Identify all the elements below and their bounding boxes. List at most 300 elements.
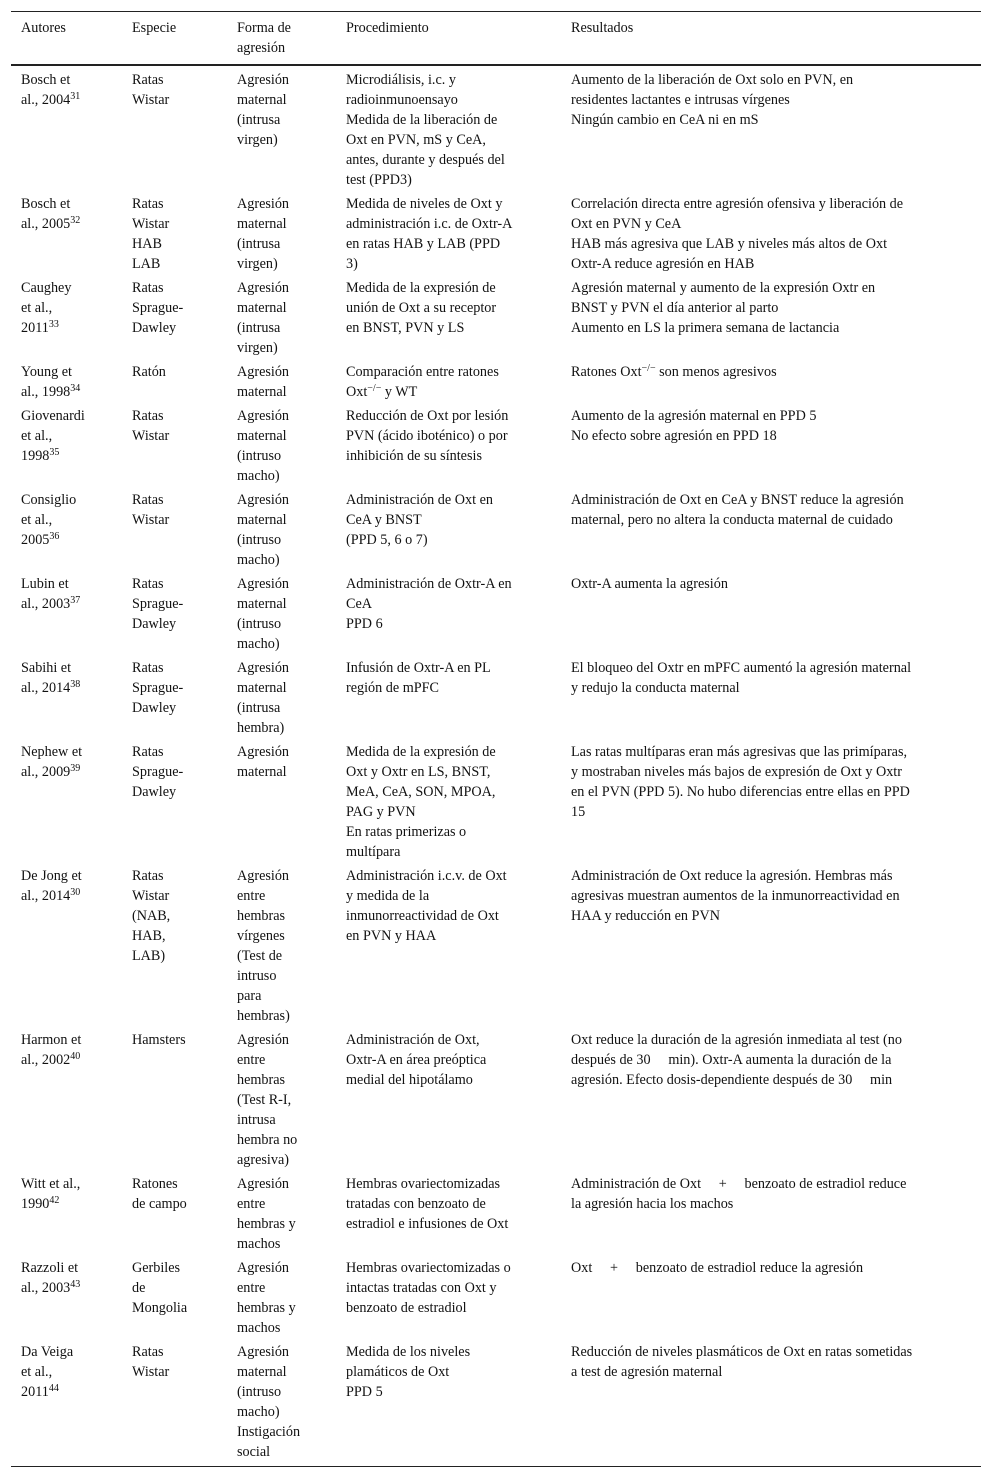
cell-line: Ratas (132, 660, 164, 676)
cell-line: Sprague- (132, 300, 184, 316)
cell-procedimiento (336, 276, 561, 360)
cell-line: Wistar (132, 512, 170, 528)
cell-forma (227, 1340, 336, 1467)
cell-especie (122, 1172, 227, 1256)
cell-autores (11, 572, 122, 656)
cell-especie (122, 192, 227, 276)
author-line: et al., (21, 1364, 53, 1380)
header-procedimiento-label: Procedimiento (346, 20, 429, 36)
table-row (11, 65, 981, 192)
cell-line: (intrusa (237, 700, 281, 716)
cell-line: agresiva) (237, 1152, 289, 1168)
cell-line: maternal (237, 384, 287, 400)
author-text: al., 2014 (21, 888, 71, 904)
cell-line: Ratas (132, 576, 164, 592)
cell-line: (PPD 5, 6 o 7) (346, 532, 428, 548)
header-procedimiento (336, 12, 561, 66)
cell-procedimiento (336, 360, 561, 404)
cell-line: 3) (346, 256, 358, 272)
table-row (11, 192, 981, 276)
author-line: Razzoli et (21, 1260, 79, 1276)
cell-forma (227, 1256, 336, 1340)
cell-line: hembras y (237, 1300, 296, 1316)
cell-line: test (PPD3) (346, 172, 412, 188)
cell-line: vírgenes (237, 928, 285, 944)
cell-line: en BNST, PVN y LS (346, 320, 465, 336)
author-line (21, 214, 114, 234)
cell-procedimiento (336, 1340, 561, 1467)
cell-line: Aumento de la liberación de Oxt solo en PVN, en (571, 72, 854, 88)
author-line: Sabihi et (21, 660, 72, 676)
cell-line: Wistar (132, 216, 170, 232)
cell-line: Ratones (132, 1176, 178, 1192)
cell-line: macho) (237, 468, 280, 484)
cell-procedimiento (336, 864, 561, 1028)
cell-line: Oxtr-A aumenta la agresión (571, 576, 728, 592)
cell-forma (227, 740, 336, 864)
cell-line: LAB) (132, 948, 166, 964)
cell-line: Infusión de Oxtr-A en PL (346, 660, 491, 676)
cell-line: maternal (237, 680, 287, 696)
cell-procedimiento (336, 1172, 561, 1256)
cell-line: residentes lactantes e intrusas vírgenes (571, 92, 790, 108)
author-line: Harmon et (21, 1032, 82, 1048)
cell-line: entre (237, 888, 266, 904)
cell-line: (intrusa (237, 112, 281, 128)
cell-line: Agresión (237, 1032, 290, 1048)
cell-forma (227, 192, 336, 276)
table-row (11, 864, 981, 1028)
author-text: al., 1998 (21, 384, 71, 400)
header-autores (11, 12, 122, 66)
table-row (11, 656, 981, 740)
cell-line: hembra no (237, 1132, 298, 1148)
reference-number: 34 (70, 383, 81, 394)
table-row (11, 1028, 981, 1172)
cell-line: y medida de la (346, 888, 430, 904)
cell-line: Agresión (237, 1344, 290, 1360)
cell-resultados (561, 65, 981, 192)
cell-line: Agresión (237, 1260, 290, 1276)
reference-number: 39 (70, 763, 81, 774)
cell-line: entre (237, 1052, 266, 1068)
cell-line: hembras y (237, 1216, 296, 1232)
cell-line: Administración de Oxt reduce la agresión. Hembras más (571, 868, 893, 884)
cell-line: HAB (132, 236, 162, 252)
cell-line: Oxt en PVN y CeA (571, 216, 682, 232)
cell-line: intactas tratadas con Oxt y (346, 1280, 497, 1296)
cell-line: Administración de Oxtr-A en (346, 576, 512, 592)
table-row (11, 276, 981, 360)
author-line: et al., (21, 428, 53, 444)
cell-line: tratadas con benzoato de (346, 1196, 486, 1212)
author-line (21, 382, 114, 402)
cell-especie (122, 65, 227, 192)
cell-line: Wistar (132, 888, 170, 904)
cell-line: (intruso (237, 448, 282, 464)
table-container (11, 11, 981, 1467)
cell-especie (122, 1028, 227, 1172)
table-row (11, 360, 981, 404)
cell-line: 15 (571, 804, 586, 820)
cell-line: Reducción de niveles plasmáticos de Oxt en ratas sometidas (571, 1344, 913, 1360)
cell-line: Oxtr-A en área preóptica (346, 1052, 487, 1068)
cell-autores (11, 276, 122, 360)
author-text: al., 2003 (21, 1280, 71, 1296)
cell-line: No efecto sobre agresión en PPD 18 (571, 428, 777, 444)
cell-line: Dawley (132, 616, 177, 632)
reference-number: 33 (48, 319, 59, 330)
cell-line: Sprague- (132, 596, 184, 612)
cell-line: Dawley (132, 320, 177, 336)
cell-line: maternal (237, 92, 287, 108)
cell-line: Hembras ovariectomizadas (346, 1176, 501, 1192)
cell-line: macho) (237, 636, 280, 652)
author-text: 2011 (21, 320, 49, 336)
cell-forma (227, 572, 336, 656)
author-line (21, 446, 114, 466)
author-line (21, 678, 114, 698)
cell-line: en el PVN (PPD 5). No hubo diferencias entre ellas en PPD (571, 784, 910, 800)
author-line (21, 1050, 114, 1070)
cell-line: estradiol e infusiones de Oxt (346, 1216, 509, 1232)
cell-especie (122, 1340, 227, 1467)
author-text: 2005 (21, 532, 50, 548)
cell-line: (intruso (237, 616, 282, 632)
author-line: Young et (21, 364, 72, 380)
cell-autores (11, 65, 122, 192)
cell-line: Agresión (237, 280, 290, 296)
cell-line: Oxt + benzoato de estradiol reduce la agresión (571, 1260, 864, 1276)
cell-line: macho) (237, 1404, 280, 1420)
cell-line: (intrusa (237, 320, 281, 336)
cell-line: virgen) (237, 132, 278, 148)
cell-line: para (237, 988, 262, 1004)
header-forma-label: Forma de (237, 20, 291, 36)
cell-line: agresivas muestran aumentos de la inmunorreactividad en (571, 888, 900, 904)
cell-line: maternal (237, 596, 287, 612)
cell-line: HAB más agresiva que LAB y niveles más altos de Oxt (571, 236, 888, 252)
author-line (21, 594, 114, 614)
cell-procedimiento (336, 1028, 561, 1172)
cell-resultados (561, 192, 981, 276)
cell-line: CeA (346, 596, 373, 612)
cell-procedimiento (336, 65, 561, 192)
cell-line: Wistar (132, 92, 170, 108)
cell-line: HAA y reducción en PVN (571, 908, 720, 924)
reference-number: 35 (49, 447, 60, 458)
cell-resultados (561, 864, 981, 1028)
cell-line: Agresión (237, 72, 290, 88)
cell-line: El bloqueo del Oxtr en mPFC aumentó la agresión maternal (571, 660, 912, 676)
reference-number: 31 (70, 91, 81, 102)
cell-line: Agresión (237, 196, 290, 212)
author-text: 2011 (21, 1384, 49, 1400)
cell-especie (122, 1256, 227, 1340)
cell-line: maternal (237, 512, 287, 528)
cell-line: administración i.c. de Oxtr-A (346, 216, 513, 232)
cell-resultados (561, 360, 981, 404)
cell-line: Dawley (132, 700, 177, 716)
cell-line: unión de Oxt a su receptor (346, 300, 497, 316)
cell-line: virgen) (237, 340, 278, 356)
superscript: −/− (641, 363, 656, 374)
cell-line: maternal (237, 1364, 287, 1380)
header-row (11, 12, 981, 66)
cell-line: en PVN y HAA (346, 928, 437, 944)
cell-line: Hembras ovariectomizadas o (346, 1260, 511, 1276)
cell-line: Oxt y Oxtr en LS, BNST, (346, 764, 491, 780)
cell-line: en ratas HAB y LAB (PPD (346, 236, 501, 252)
cell-line: y redujo la conducta maternal (571, 680, 740, 696)
cell-text: y WT (381, 384, 418, 400)
cell-line: Comparación entre ratones (346, 364, 499, 380)
author-text: al., 2009 (21, 764, 71, 780)
cell-autores (11, 360, 122, 404)
table-row (11, 572, 981, 656)
author-text: al., 2002 (21, 1052, 71, 1068)
author-line: Da Veiga (21, 1344, 74, 1360)
cell-especie (122, 572, 227, 656)
cell-resultados (561, 1256, 981, 1340)
cell-text: Ratones Oxt (571, 364, 642, 380)
cell-autores (11, 1172, 122, 1256)
author-text: al., 2005 (21, 216, 71, 232)
cell-line: Ratas (132, 280, 164, 296)
cell-procedimiento (336, 192, 561, 276)
cell-line: maternal (237, 216, 287, 232)
cell-autores (11, 864, 122, 1028)
cell-especie (122, 864, 227, 1028)
cell-line: Medida de la expresión de (346, 744, 496, 760)
cell-line: Agresión (237, 408, 290, 424)
cell-resultados (561, 572, 981, 656)
cell-line: antes, durante y después del (346, 152, 505, 168)
author-line: De Jong et (21, 868, 82, 884)
reference-number: 30 (70, 887, 81, 898)
cell-line: Wistar (132, 1364, 170, 1380)
cell-forma (227, 488, 336, 572)
cell-line: inhibición de su síntesis (346, 448, 482, 464)
table-row (11, 1340, 981, 1467)
cell-line: Medida de la expresión de (346, 280, 496, 296)
author-line (21, 762, 114, 782)
cell-forma (227, 656, 336, 740)
author-line: et al., (21, 512, 53, 528)
cell-line: Wistar (132, 428, 170, 444)
cell-line: Ratas (132, 72, 164, 88)
cell-line: Agresión (237, 576, 290, 592)
author-line (21, 90, 114, 110)
cell-line: Oxt reduce la duración de la agresión inmediata al test (no (571, 1032, 902, 1048)
table-row (11, 404, 981, 488)
cell-procedimiento (336, 572, 561, 656)
header-forma-label: agresión (237, 40, 286, 56)
cell-line: Agresión (237, 1176, 290, 1192)
cell-line: Ratas (132, 408, 164, 424)
author-line (21, 1194, 114, 1214)
cell-text: Oxt (346, 384, 368, 400)
cell-line: Ratas (132, 1344, 164, 1360)
cell-line (571, 362, 973, 382)
reference-number: 42 (49, 1195, 60, 1206)
reference-number: 43 (70, 1279, 81, 1290)
cell-line: benzoato de estradiol (346, 1300, 467, 1316)
cell-procedimiento (336, 404, 561, 488)
author-line: Lubin et (21, 576, 69, 592)
table-row (11, 740, 981, 864)
cell-line: Medida de niveles de Oxt y (346, 196, 503, 212)
cell-resultados (561, 1340, 981, 1467)
header-forma (227, 12, 336, 66)
reference-number: 38 (70, 679, 81, 690)
cell-line: Agresión (237, 744, 290, 760)
cell-especie (122, 488, 227, 572)
cell-line: Sprague- (132, 680, 184, 696)
cell-line: LAB (132, 256, 161, 272)
cell-line: hembras (237, 1072, 286, 1088)
cell-line: (Test R-I, (237, 1092, 292, 1108)
cell-line: Sprague- (132, 764, 184, 780)
table-row (11, 488, 981, 572)
cell-line: Administración de Oxt en CeA y BNST reduce la agresión (571, 492, 904, 508)
author-text: 1998 (21, 448, 50, 464)
cell-line: maternal (237, 764, 287, 780)
cell-line: PPD 6 (346, 616, 383, 632)
author-line: Caughey (21, 280, 72, 296)
cell-line: maternal, pero no altera la conducta maternal de cuidado (571, 512, 893, 528)
author-line: Bosch et (21, 196, 71, 212)
cell-line: machos (237, 1320, 281, 1336)
cell-line: hembras (237, 908, 286, 924)
cell-line: Gerbiles (132, 1260, 181, 1276)
cell-forma (227, 65, 336, 192)
author-line: Giovenardi (21, 408, 85, 424)
cell-line: la agresión hacia los machos (571, 1196, 734, 1212)
reference-number: 44 (48, 1383, 59, 1394)
cell-line: PVN (ácido iboténico) o por (346, 428, 508, 444)
cell-autores (11, 192, 122, 276)
cell-line: Aumento en LS la primera semana de lactancia (571, 320, 840, 336)
cell-procedimiento (336, 488, 561, 572)
cell-resultados (561, 488, 981, 572)
cell-line: Administración de Oxt, (346, 1032, 480, 1048)
cell-line: Medida de la liberación de (346, 112, 498, 128)
cell-line: machos (237, 1236, 281, 1252)
cell-line: hembras) (237, 1008, 290, 1024)
cell-line: radioinmunoensayo (346, 92, 458, 108)
cell-line: de campo (132, 1196, 187, 1212)
cell-line: Dawley (132, 784, 177, 800)
author-line: et al., (21, 300, 53, 316)
cell-line: región de mPFC (346, 680, 440, 696)
cell-line: agresión. Efecto dosis-dependiente después de 30 min (571, 1072, 893, 1088)
cell-line: Ratas (132, 492, 164, 508)
cell-line: HAB, (132, 928, 166, 944)
cell-line: (intruso (237, 1384, 282, 1400)
author-line (21, 1382, 114, 1402)
cell-especie (122, 360, 227, 404)
table-row (11, 1256, 981, 1340)
cell-line: Las ratas multíparas eran más agresivas que las primíparas, (571, 744, 908, 760)
cell-line: intrusa (237, 1112, 276, 1128)
cell-line: Ratas (132, 196, 164, 212)
reference-number: 37 (70, 595, 81, 606)
superscript: −/− (367, 383, 382, 394)
cell-line: hembra) (237, 720, 285, 736)
cell-autores (11, 1028, 122, 1172)
cell-line: PPD 5 (346, 1384, 383, 1400)
cell-line: Oxt en PVN, mS y CeA, (346, 132, 486, 148)
header-especie (122, 12, 227, 66)
cell-line: Aumento de la agresión maternal en PPD 5 (571, 408, 817, 424)
cell-forma (227, 276, 336, 360)
author-line: Nephew et (21, 744, 83, 760)
cell-line: Medida de los niveles (346, 1344, 471, 1360)
cell-autores (11, 656, 122, 740)
header-especie-label: Especie (132, 20, 177, 36)
cell-line: social (237, 1444, 271, 1460)
cell-forma (227, 864, 336, 1028)
author-line: Consiglio (21, 492, 77, 508)
cell-line: y mostraban niveles más bajos de expresión de Oxt y Oxtr (571, 764, 902, 780)
reference-number: 32 (70, 215, 81, 226)
table-body (11, 65, 981, 1467)
cell-line: Agresión (237, 868, 290, 884)
cell-line: BNST y PVN el día anterior al parto (571, 300, 779, 316)
cell-especie (122, 740, 227, 864)
cell-resultados (561, 404, 981, 488)
table-header (11, 12, 981, 66)
cell-resultados (561, 276, 981, 360)
cell-line: MeA, CeA, SON, MPOA, (346, 784, 496, 800)
cell-especie (122, 656, 227, 740)
cell-forma (227, 1172, 336, 1256)
cell-line: después de 30 min). Oxtr-A aumenta la duración de la (571, 1052, 892, 1068)
cell-line: Ratón (132, 364, 166, 380)
cell-procedimiento (336, 656, 561, 740)
cell-line: Oxtr-A reduce agresión en HAB (571, 256, 755, 272)
author-line (21, 1278, 114, 1298)
cell-especie (122, 404, 227, 488)
cell-autores (11, 1256, 122, 1340)
cell-line: Ningún cambio en CeA ni en mS (571, 112, 759, 128)
cell-resultados (561, 740, 981, 864)
cell-text: son menos agresivos (655, 364, 777, 380)
author-line (21, 886, 114, 906)
cell-resultados (561, 1172, 981, 1256)
cell-resultados (561, 1028, 981, 1172)
author-text: 1990 (21, 1196, 50, 1212)
cell-line: maternal (237, 428, 287, 444)
cell-line: plamáticos de Oxt (346, 1364, 450, 1380)
cell-line: PAG y PVN (346, 804, 416, 820)
cell-line: Ratas (132, 744, 164, 760)
cell-especie (122, 276, 227, 360)
cell-line: macho) (237, 552, 280, 568)
cell-forma (227, 1028, 336, 1172)
cell-line: (intruso (237, 532, 282, 548)
header-resultados-label: Resultados (571, 20, 634, 36)
cell-procedimiento (336, 740, 561, 864)
cell-line: (intrusa (237, 236, 281, 252)
cell-line: Agresión (237, 492, 290, 508)
cell-autores (11, 1340, 122, 1467)
header-resultados (561, 12, 981, 66)
cell-line: maternal (237, 300, 287, 316)
cell-line: virgen) (237, 256, 278, 272)
cell-line: Agresión (237, 364, 290, 380)
